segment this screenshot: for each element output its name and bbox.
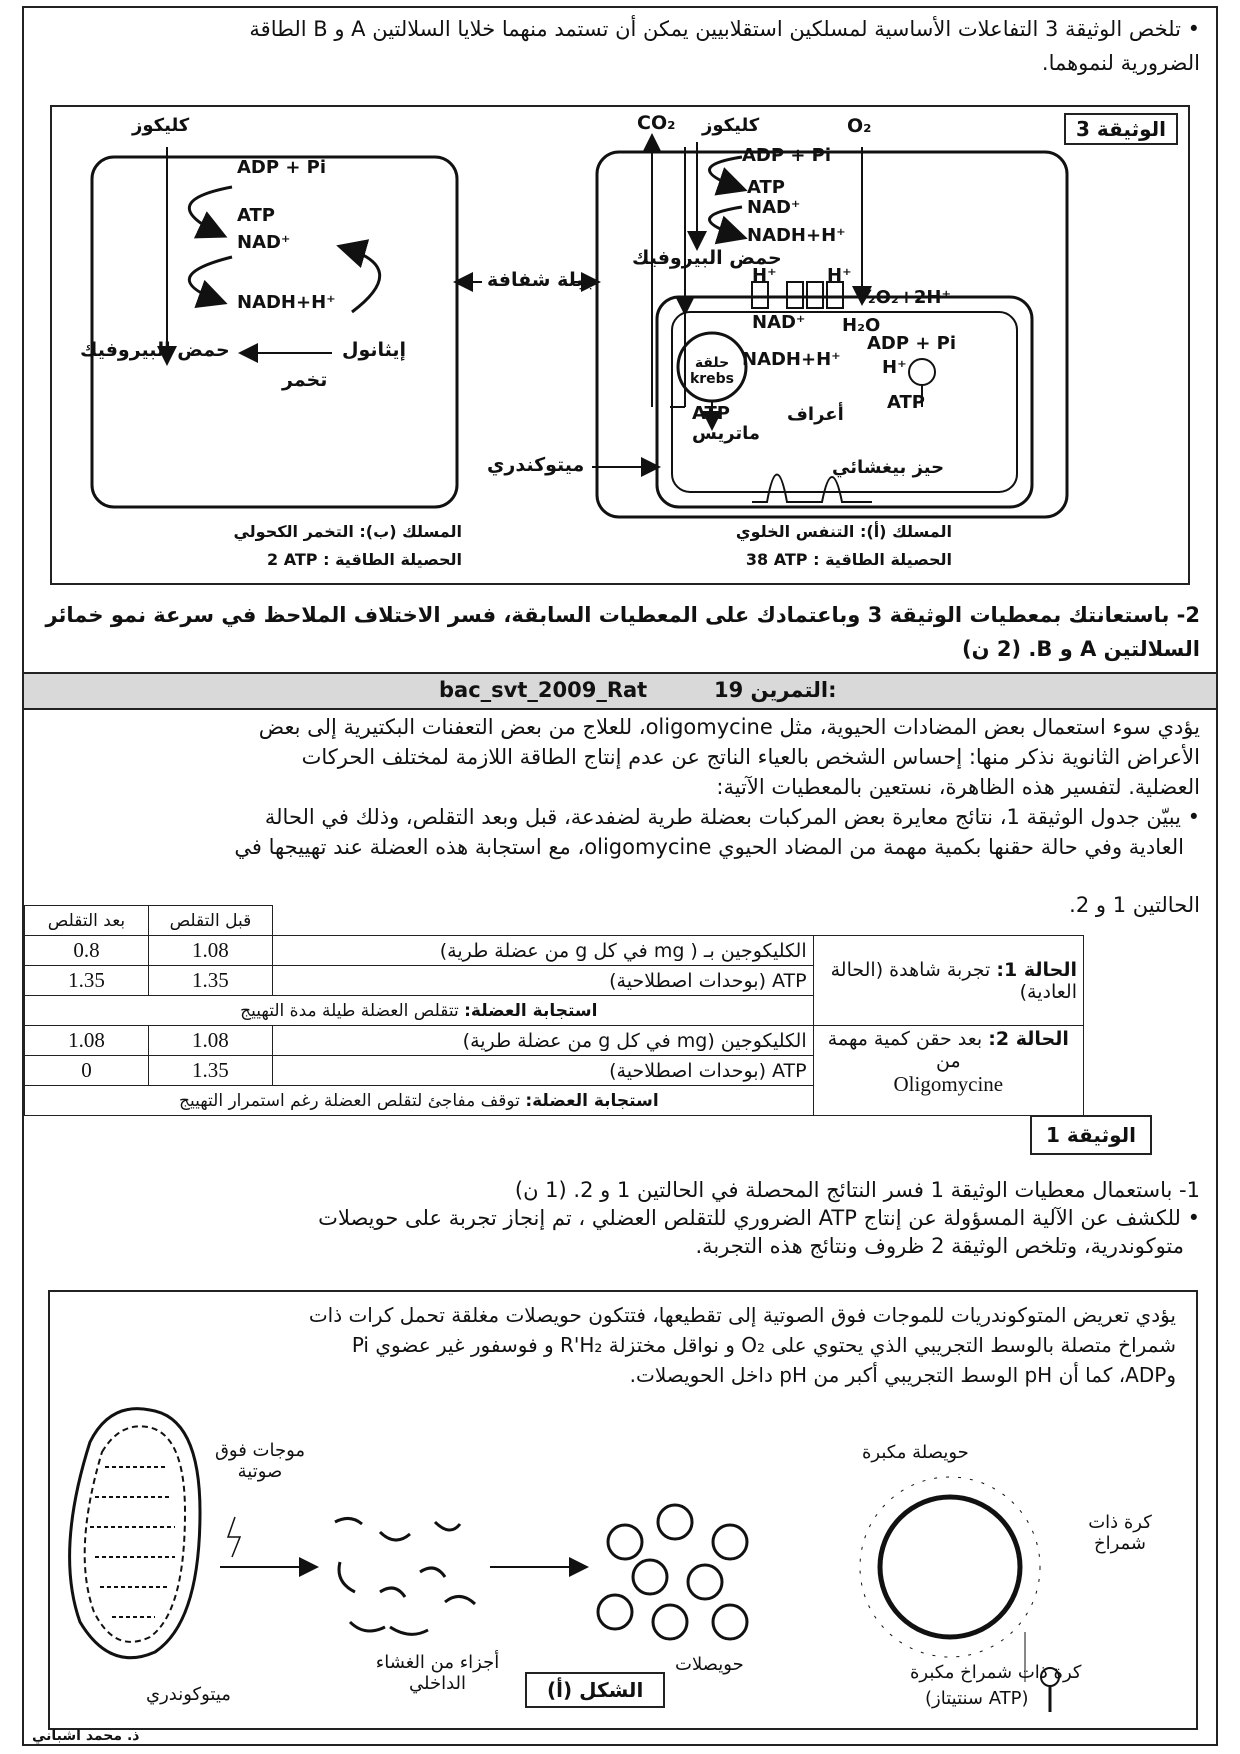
case1-atp-before: 1.35 [148, 966, 272, 996]
question-2-line1: 2- باستعانتك بمعطيات الوثيقة 3 وباعتمادك على المعطيات السابقة، فسر الاختلاف الملاحظ في سرعة نمو خمائر [45, 603, 1200, 627]
right-pathway-yield [692, 550, 952, 569]
left-glucose: كليكوز [132, 115, 190, 136]
question-1: 1- باستعمال معطيات الوثيقة 1 فسر النتائج المحصلة في الحالتين 1 و 2. (1 ن) [514, 1178, 1200, 1202]
exercise-code: bac_svt_2009_Rat [439, 678, 648, 702]
right-atp-inner: ATP [887, 392, 926, 413]
mitochondrion-figure-label: ميتوكوندري [146, 1684, 231, 1705]
case1-glycogen-before: 1.08 [148, 936, 272, 966]
right-nad-inner: NAD⁺ [752, 312, 806, 333]
figure-line2: شمراخ متصلة بالوسط التجريبي الذي يحتوي على O₂ و نواقل مختزلة R'H₂ و فوسفور غير عضوي Pi [351, 1333, 1176, 1357]
left-ethanol: إيثانول [342, 339, 407, 361]
intro-text [40, 12, 1200, 80]
intro-bullet: • [1187, 17, 1200, 41]
membrane-fragments-label: أجزاء من الغشاء الداخلي [375, 1652, 500, 1694]
paragraph-line2: الأعراض الثانوية نذكر منها: إحساس الشخص بالعياء الناتج عن عدم إنتاج الطاقة اللازمة لمختلف الحركات [301, 745, 1200, 769]
case1-atp-after: 1.35 [25, 966, 149, 996]
right-nadh-inner: NADH+H⁺ [742, 349, 841, 370]
ultrasound-label: موجات فوق صوتية [214, 1440, 306, 1482]
case2-label: الحالة 2: [988, 1028, 1069, 1050]
left-yield-label: الحصيلة الطاقية : [323, 550, 462, 569]
case1-atp-label: ATP (بوحدات اصطلاحية) [272, 966, 813, 996]
right-atp-krebs: ATP [692, 403, 731, 424]
right-pathway-title: المسلك (أ): التنفس الخلوي [735, 522, 952, 541]
case2-cell [813, 1026, 1083, 1116]
atp-synthase-label: (ATP سنتيتاز) [925, 1688, 1029, 1709]
hyaloplasm-label: جبلة شفافة [487, 269, 598, 291]
document-2-figure-box [48, 1290, 1198, 1730]
enlarged-sphere-label: كرة ذات شمراخ مكبرة [910, 1662, 1082, 1683]
right-glucose: كليكوز [702, 115, 760, 136]
question-1-bullet-line1: • للكشف عن الآلية المسؤولة عن إنتاج ATP الضروري للتقلص العضلي ، تم إنجاز تجربة على حويصلات [318, 1206, 1200, 1230]
case2-response-label: استجابة العضلة: [525, 1090, 659, 1111]
stalked-sphere-label: كرة ذات شمراخ [1088, 1512, 1152, 1554]
figure-a-label: الشكل (أ) [525, 1672, 665, 1708]
case2-glycogen-label: الكليكوجين (mg في كل g من عضلة طرية) [272, 1026, 813, 1056]
cristae-label: أعراف [787, 404, 844, 425]
case2-desc: بعد حقن كمية مهمة من [827, 1028, 983, 1072]
case1-response-label: استجابة العضلة: [464, 1000, 598, 1021]
left-nadh: NADH+H⁺ [237, 292, 336, 313]
case2-atp-after: 0 [25, 1056, 149, 1086]
right-yield-label: الحصيلة الطاقية : [813, 550, 952, 569]
right-co2: CO₂ [637, 112, 676, 134]
enlarged-vesicle-label: حويصلة مكبرة [862, 1442, 969, 1463]
right-h-plus-2: H⁺ [827, 265, 852, 286]
question-2 [30, 598, 1200, 666]
krebs-cycle-label: حلقة krebs [689, 355, 735, 387]
right-adp-pi-inner: ADP + Pi [867, 333, 957, 354]
intro-line2: الضرورية لنموهما. [1041, 51, 1200, 75]
right-adp-pi: ADP + Pi [742, 145, 832, 166]
atp-synthase-symbol [909, 359, 935, 385]
document-3-box [50, 105, 1190, 585]
right-h-plus-1: H⁺ [752, 265, 777, 286]
case1-cell [813, 936, 1083, 1026]
left-yield-value: 2 ATP [267, 550, 318, 569]
figure-line3: وADP، كما أن pH الوسط التجريبي أكبر من pH داخل الحويصلات. [629, 1363, 1176, 1387]
case1-glycogen-after: 0.8 [25, 936, 149, 966]
vesicles-label: حويصلات [675, 1654, 744, 1675]
paragraph-line3: العضلية. لتفسير هذه الظاهرة، نستعين بالمعطيات الآتية: [716, 775, 1200, 799]
case2-atp-before: 1.35 [148, 1056, 272, 1086]
mitochondrion-label: ميتوكندري [487, 454, 585, 476]
right-h2o: H₂O [842, 315, 881, 336]
paragraph-bullet1-line3: الحالتين 1 و 2. [1069, 893, 1200, 917]
left-pathway-title: المسلك (ب): التخمر الكحولي [233, 522, 462, 541]
exercise-paragraph [30, 712, 1200, 862]
paragraph-bullet1-line2: العادية وفي حالة حقنها بكمية مهمة من المضاد الحيوي oligomycine، مع استجابة هذه العضلة عند تهييجها في [234, 835, 1184, 859]
right-half-o2: ½O₂+2H⁺ [857, 287, 951, 308]
left-pyruvic-acid: حمض البيروفيك [80, 339, 230, 361]
case1-response-text: تتقلص العضلة طيلة مدة التهييج [240, 1000, 459, 1021]
paragraph-bullet1-line1: • يبيّن جدول الوثيقة 1، نتائج معايرة بعض المركبات بعضلة طرية لضفدعة، قبل وبعد التقلص، وذلك في الحالة [264, 805, 1200, 829]
document-1-table [24, 905, 1084, 1116]
left-pathway-yield [202, 550, 462, 569]
document-3-label: الوثيقة 3 [1064, 113, 1178, 145]
matrix-label: ماتريس [692, 423, 761, 444]
case1-label: الحالة 1: [996, 958, 1077, 981]
document-1-label: الوثيقة 1 [1030, 1115, 1152, 1155]
right-nadh: NADH+H⁺ [747, 225, 846, 246]
right-h-plus-3: H⁺ [882, 357, 907, 378]
question-2-line2: السلالتين A و B. (2 ن) [962, 637, 1200, 661]
case2-response-text: توقف مفاجئ لتقلص العضلة رغم استمرار التهييج [178, 1090, 520, 1111]
intro-line1: تلخص الوثيقة 3 التفاعلات الأساسية لمسلكين استقلابيين يمكن أن تستمد منهما خلايا السلالتين A و B الطاقة [249, 17, 1181, 41]
case2-response [25, 1086, 814, 1116]
left-fermentation: تخمر [282, 369, 328, 391]
figure-line1: يؤدي تعريض المتوكوندريات للموجات فوق الصوتية إلى تقطيعها، فتتكون حويصلات مغلقة تحمل كرات ذات [308, 1303, 1176, 1327]
intermembrane-space-label: حيز بيغشائي [832, 457, 945, 478]
left-nad: NAD⁺ [237, 232, 291, 253]
right-nad: NAD⁺ [747, 197, 801, 218]
case1-glycogen-label: الكليكوجين بـ ( mg في كل g من عضلة طرية) [272, 936, 813, 966]
col-before-header: قبل التقلص [148, 906, 272, 936]
exercise-title: التمرين 19: [714, 678, 837, 702]
case2-glycogen-before: 1.08 [148, 1026, 272, 1056]
case2-atp-label: ATP (بوحدات اصطلاحية) [272, 1056, 813, 1086]
exercise-header [24, 674, 1216, 710]
paragraph-line1: يؤدي سوء استعمال بعض المضادات الحيوية، مثل oligomycine، للعلاج من بعض التعفنات البكتيرية إلى بعض [258, 715, 1200, 739]
right-yield-value: 38 ATP [745, 550, 808, 569]
case1-desc: تجربة شاهدة (الحالة العادية) [830, 958, 1077, 1003]
author-signature: ذ. محمد اشباني [32, 1728, 140, 1744]
right-pyruvic-acid: حمض البيروفيك [632, 247, 782, 269]
right-atp: ATP [747, 177, 786, 198]
col-after-header: بعد التقلص [25, 906, 149, 936]
case1-response [25, 996, 814, 1026]
enlarged-vesicle-drawing [880, 1497, 1020, 1637]
case2-glycogen-after: 1.08 [25, 1026, 149, 1056]
left-adp-pi: ADP + Pi [237, 157, 327, 178]
left-atp: ATP [237, 205, 276, 226]
mitochondrion-drawing [70, 1409, 200, 1658]
case2-drug: Oligomycine [893, 1072, 1004, 1096]
right-o2: O₂ [847, 115, 872, 137]
question-1-bullet-line2: متوكوندرية، وتلخص الوثيقة 2 ظروف ونتائج هذه التجربة. [695, 1234, 1184, 1258]
question-1-block [50, 1176, 1200, 1260]
